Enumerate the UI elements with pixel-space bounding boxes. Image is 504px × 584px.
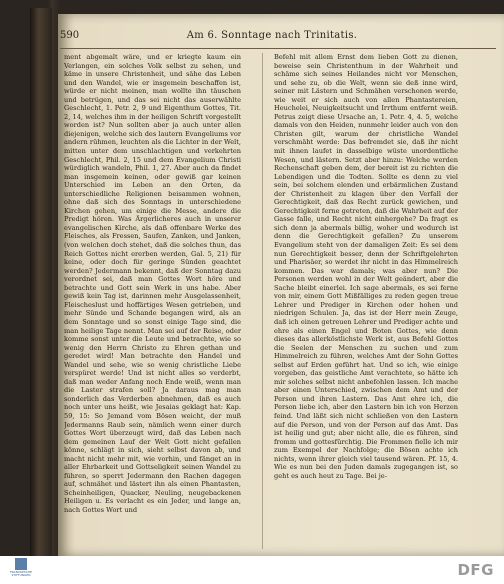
right-column	[274, 53, 458, 549]
left-column-text: ment abgemalt wäre, und er kriegte kaum ein Verlangen, ein solches Volk selbst zu sehen, und käme in unsere Christenheit, und sähe das Leben und den Wandel, wie er insgemein beschaffen ist, würde er nicht meinen, man wollte ihn täuschen und betrügen, und das sei nicht das auserwählte Geschlecht, 1. Petr. 2, 9 und Eigenthum Gottes, Tit. 2, 14, welches ihm in der heiligen Schrift vorgestellt worden ist? Nun sollten aber ja auch unter allen diejenigen, welche sich des lautern Evangeliums vor andern rühmen, leuchten als die Lichter in der Welt, mitten unter dem unschlachtigen und verkehrten Geschlecht, Phil. 2, 15 und dem Evangelium Christi würdiglich wandeln, Phil. 1, 27. Aber auch da findet man insgemein keinen, oder gewiß gar keinen Unterschied im Leben an den Orten, da unterschiedliche Religionen beisammen wohnen, ohne daß sich des Sonntags in unterschiedene Kirchen gehen, um einige die Messe, andere die Predigt hören. Was Ärgerlicheres auch in unserer evangelischen Kirche, als daß offenbare Werke des Fleisches, als Fressen, Saufen, Zanken, und Janken, (von welchen doch stehet, daß die solches thun, das Reich Gottes nicht ererben werden, Gal. 5, 21) für keine, oder doch für geringe Sünden geachtet werden? Jedermann bekennt, daß der Sonntag dazu verordnet sei, daß man Gottes Wort höre und betrachte und Gott sein Werk in uns habe. Aber gewiß kein Tag ist, darinnen mehr Ausgelassenheit, Fleischeslust und hoffärtiges Wesen getrieben, und mehr Sünde und Schande begangen wird, als an dem Sonntage und so sonst einige Tage sind, die man heilige Tage nennt. Man sei auf der Reise, oder komme sonst unter die Leute und betrachte, wie so wenig den Herrn Christo zu Ehren gethan und geredet wird! Man betrachte den Handel und Wandel und sehe, wie so wenig christliche Liebe verspüret werde! Und ist nicht alles so verderbt, daß man weder Anfang noch Ende weiß, wenn man die Laster strafen soll? Ja daraus mag man sonderlich das Verderben abnehmen, daß es auch noch unter uns heißt, wie Jesaias geklagt hat: Kap. 59, 15: So Jemand vom Bösen weicht, der muß Jedermanns Raub sein, nämlich wenn einer durch Gottes Wort überzeugt wird, daß das Leben nach dem gemeinen Lauf der Welt Gott nicht gefallen könne, schlägt in sich, sieht selbst davon ab, und macht nicht mehr mit, wie vorhin, und fänget an in aller Ehrbarkeit und Gottseligkeit seinen Wandel zu führen, so sperrt Jedermann den Rachen dagegen auf, schmähet und lästert ihn als einen Phantasten, Scheinheiligen, Quacker, Neuling, neugebackenen Heiligen u. Es verlacht es ein Jeder, und lange an, nach Gottes Wort und	[64, 53, 241, 514]
column-divider	[262, 53, 263, 549]
page-header	[60, 30, 484, 46]
header-rule	[60, 48, 496, 49]
viewer-footer	[0, 556, 504, 584]
page-number: 590	[60, 30, 80, 41]
logo-mark-icon	[15, 558, 27, 570]
running-head: Am 6. Sonntage nach Trinitatis.	[186, 30, 358, 41]
francke-stiftungen-logo	[6, 558, 36, 582]
book-spine	[30, 8, 52, 556]
dfg-watermark: DFG	[457, 561, 494, 579]
right-column-text: Befehl mit allem Ernst dem lieben Gott zu dienen, beweise sein Christenthum in der Wahrheit und schäme sich seines Heilandes nicht vor Menschen, und sehe zu, ob die Welt, wenn sie deß inne wird, seiner mit Lästern und Schmähen verschonen werde, wie weit er sich auch von allen Phantastereien, Heuchelei, Neuigkeitsucht und Irrthum entfernt weiß. Petrus zeigt diese Ursache an, 1. Petr. 4, 4. 5, welche damals von den Heiden, nunmehr leider auch von den Christen gilt, warum der christliche Wandel verschmäht werde: Das befremdet sie, daß ihr nicht mit ihnen laufet in dasselbige wüste unordentliche Wesen, und lästern. Setzt aber hinzu: Welche werden Rechenschaft geben dem, der bereit ist zu richten die Lebendigen und die Todten. Sollte es denn zu viel sein, bei solchem elenden und erbärmlichen Zustand der Christenheit zu klagen über den Verfall der Gerechtigkeit, daß das Recht zurück gewichen, und Gerechtigkeit ferne getreten, daß die Wahrheit auf der Gasse falle, und Recht nicht einhergehe? Da fragt es sich denn ja abermals billig, woher und wodurch ist denn die Gerechtigkeit gefallen? Zu unserem Evangelium steht von der damaligen Zeit: Es sei dem nun Gerechtigkeit besser, denn der Schriftgelehrten und Pharisäer, so werdet ihr nicht in das Himmelreich kommen. Das war damals; was aber nun? Die Personen werden wohl in der Welt geändert, aber die Sache bleibt einerlei. Ich sage abermals, es sei ferne von mir, einem Gott Mißfälliges zu reden gegen treue Lehrer und Prediger in Kirchen oder hohen und niedrigen Schulen. Ja, das ist der Herr mein Zeuge, daß ich einen getreuen Lehrer und Prediger achte und ehre als einen Engel und Boten Gottes, wie denn dieses das allerköstlichste Werk ist, aus Befehl Gottes die Seelen der Menschen zu suchen und zum Himmelreich zu führen, welches Amt der Sohn Gottes selbst auf Erden geführt hat. Und so ich, wie einige vorgeben, das geistliche Amt verachtete, so hätte ich mir solches selbst nicht anbefohlen lassen. Ich mache aber einen Unterschied, zwischen dem Amt und der Person und ihren Lastern. Das Amt ehre ich, die Person liebe ich, aber den Lastern bin ich von Herzen feind. Und läßt sich nicht schließen von den Lastern auf die Person, und von der Person auf das Amt. Das ist heilig und gut; aber nicht alle, die es führen, sind fromm und gottesfürchtig. Die Frommen fielle ich mir zum Exempel der Nachfolge; die Bösen achte ich nichts, wenn ihrer gleich viel tausend wären. Pf. 15, 4. Wie es nun bei den Juden damals zugegangen ist, so geht es auch heut zu Tage. Bei je-	[274, 53, 458, 480]
logo-line-1: FRANCKESCHE	[9, 570, 33, 574]
left-column	[64, 53, 241, 549]
logo-line-2: STIFTUNGEN	[11, 573, 31, 578]
